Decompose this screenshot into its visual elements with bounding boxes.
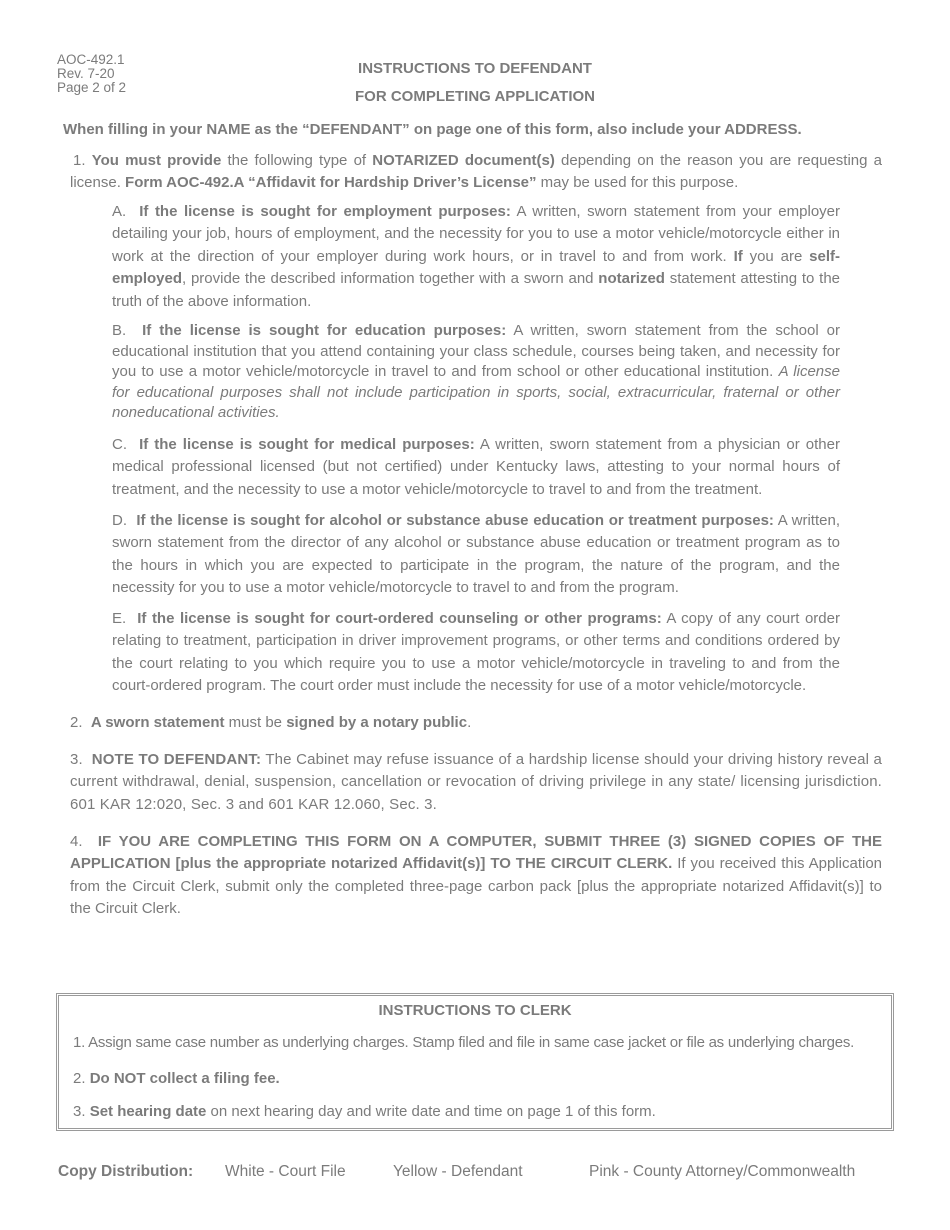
instruction-item-4: 4. IF YOU ARE COMPLETING THIS FORM ON A COMPUTER, SUBMIT THREE (3) SIGNED COPIES OF THE APPLICATION [plus the appropriate notarized Affidavit(s)] TO THE CIRCUIT CLERK. If you received this Application from the Circuit Clerk, submit only the completed three-page carbon pack [plus the appropriate notarized Affidavit(s)] to the Circuit Clerk. [70,833,883,918]
sub-item-medical: C. If the license is sought for medical purposes: A written, sworn statement from a physician or other medical professional licensed (but not certified) under Kentucky laws, attesting to your normal hours of treatment, and the necessity to use a motor vehicle/motorcycle to travel to and from the treatment. [112,436,840,498]
clerk-instructions-title: INSTRUCTIONS TO CLERK [378,1002,572,1019]
copy-distribution-label: Copy Distribution: [58,1163,194,1180]
sub-item-substance-abuse: D. If the license is sought for alcohol or substance abuse education or treatment purposes: A written, sworn statement from the director of any alcohol or substance abuse education or treatment program as to the hours in which you are expected to participate in the program, the nature of the program, and the necessity for you to use a motor vehicle/motorcycle to travel to and from the program. [112,512,840,597]
instruction-item-1: 1. You must provide the following type of NOTARIZED document(s) depending on the reason you are requesting a license. Form AOC-492.A “Affidavit for Hardship Driver’s License” may be used for this purpose. [70,152,882,192]
copy-white: White - Court File [225,1163,346,1180]
clerk-instruction-2: 2. Do NOT collect a filing fee. [73,1070,280,1087]
sub-item-employment: A. If the license is sought for employment purposes: A written, sworn statement from your employer detailing your job, hours of employment, and the necessity for you to use a motor vehicle/motorcycle either in work at the direction of your employer during work hours, or in travel to and from work. If you are self-employed, provide the described information together with a sworn and notarized statement attesting to the truth of the above information. [112,203,840,310]
copy-yellow: Yellow - Defendant [393,1163,523,1180]
form-number: AOC-492.1 [57,52,125,67]
intro-instruction: When filling in your NAME as the “DEFENDANT” on page one of this form, also include your ADDRESS. [63,121,802,138]
copy-pink: Pink - County Attorney/Commonwealth [589,1163,856,1180]
clerk-instruction-3: 3. Set hearing date on next hearing day and write date and time on page 1 of this form. [73,1103,656,1120]
instruction-item-3: 3. NOTE TO DEFENDANT: The Cabinet may refuse issuance of a hardship license should your driving history reveal a current withdrawal, denial, suspension, cancellation or revocation of driving privilege in any state/ licensing jurisdiction. 601 KAR 12:020, Sec. 3 and 601 KAR 12.060, Sec. 3. [70,751,883,813]
sub-item-court-ordered: E. If the license is sought for court-ordered counseling or other programs: A copy of any court order relating to treatment, participation in driver improvement programs, or other terms and conditions ordered by the court relating to you which require you to use a motor vehicle/motorcycle in traveling to and from the court-ordered program. The court order must include the necessity for use of a motor vehicle/motorcycle. [112,610,840,695]
sub-item-education: B. If the license is sought for education purposes: A written, sworn statement from the school or educational institution that you attend containing your class schedule, courses being taken, and necessity for you to use a motor vehicle/motorcycle in travel to and from school or other educational institution. A license for educational purposes shall not include participation in sports, social, extracurricular, fraternal or other noneducational activities. [112,322,840,422]
clerk-instruction-1: 1. Assign same case number as underlying charges. Stamp filed and file in same case jacket or file as underlying charges. [73,1034,855,1051]
form-revision: Rev. 7-20 [57,66,115,81]
instruction-item-2: 2. A sworn statement must be signed by a notary public. [70,714,472,731]
page-number: Page 2 of 2 [57,80,127,95]
page-subtitle: FOR COMPLETING APPLICATION [355,88,595,105]
item-number: 1. [73,152,86,169]
page-title: INSTRUCTIONS TO DEFENDANT [358,60,592,77]
